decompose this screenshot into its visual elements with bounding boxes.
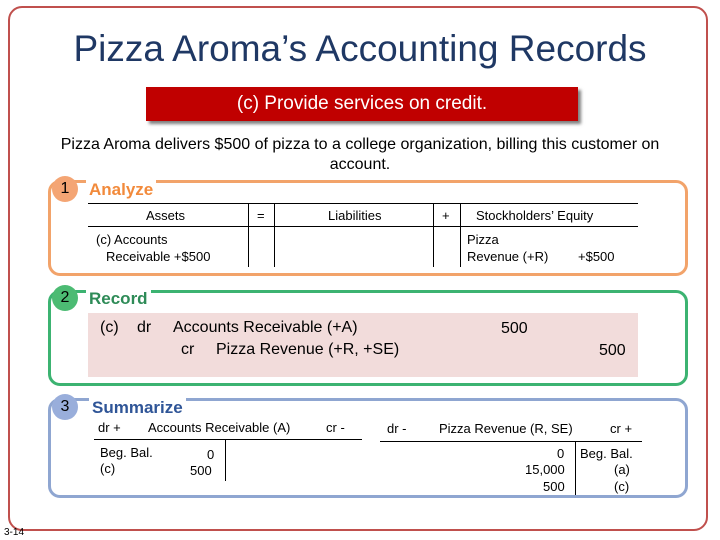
journal-credit-amount: 500	[599, 342, 626, 359]
analyze-label: Analyze	[86, 180, 156, 200]
ar-account-name: Accounts Receivable (A)	[148, 420, 291, 435]
equity-entry-line2: Revenue (+R)	[467, 249, 549, 264]
ar-t-vertical	[225, 439, 226, 481]
rev-account-name: Pizza Revenue (R, SE)	[439, 421, 573, 436]
rev-cr-label: cr +	[610, 421, 633, 436]
rev-a-label: (a)	[614, 462, 630, 477]
step-2-badge: 2	[52, 285, 78, 311]
ar-beg-bal-label: Beg. Bal.	[100, 445, 153, 460]
journal-cr: cr	[181, 341, 195, 358]
rev-t-vertical	[575, 441, 576, 495]
equation-assets: Assets	[146, 208, 186, 223]
equation-liabilities: Liabilities	[328, 208, 382, 223]
assets-entry-line2: Receivable +$500	[106, 249, 211, 264]
equity-amount: +$500	[578, 249, 615, 264]
ar-dr-label: dr +	[98, 420, 121, 435]
equation-header-line-bottom	[88, 226, 638, 227]
equation-header-line	[88, 203, 638, 204]
journal-debit-amount: 500	[501, 320, 528, 337]
equation-equity: Stockholders’ Equity	[476, 208, 594, 223]
rev-c-label: (c)	[614, 479, 630, 494]
step-1-badge: 1	[52, 176, 78, 202]
record-label: Record	[86, 289, 151, 309]
equation-divider-1	[248, 203, 249, 267]
journal-dr: dr	[137, 319, 152, 336]
ar-t-horizontal	[94, 439, 362, 440]
transaction-description: Pizza Aroma delivers $500 of pizza to a college organization, billing this customer on account.	[60, 136, 660, 173]
equation-divider-2	[274, 203, 275, 267]
ar-beg-bal-value: 0	[207, 447, 215, 462]
slide-title: Pizza Aroma’s Accounting Records	[73, 28, 647, 69]
equity-entry-line1: Pizza	[467, 232, 499, 247]
journal-debit-account: Accounts Receivable (+A)	[173, 319, 358, 336]
summarize-label: Summarize	[89, 398, 186, 418]
equation-equals: =	[257, 208, 265, 223]
journal-credit-account: Pizza Revenue (+R, +SE)	[216, 341, 400, 358]
step-3-badge: 3	[52, 394, 78, 420]
ar-c-value: 500	[190, 463, 212, 478]
transaction-banner: (c) Provide services on credit.	[146, 87, 578, 121]
ar-c-label: (c)	[100, 461, 116, 476]
ar-cr-label: cr -	[326, 420, 345, 435]
equation-divider-3	[433, 203, 434, 267]
equation-divider-4	[460, 203, 461, 267]
rev-beg-bal-label: Beg. Bal.	[580, 446, 633, 461]
assets-entry-line1: (c) Accounts	[96, 232, 168, 247]
equation-plus: +	[442, 208, 450, 223]
rev-dr-label: dr -	[387, 421, 407, 436]
slide-number: 3-14	[4, 527, 25, 538]
journal-ref: (c)	[100, 319, 119, 336]
rev-beg-bal-value: 0	[557, 446, 565, 461]
rev-c-value: 500	[543, 479, 565, 494]
rev-a-value: 15,000	[525, 462, 565, 477]
rev-t-horizontal	[380, 441, 642, 442]
